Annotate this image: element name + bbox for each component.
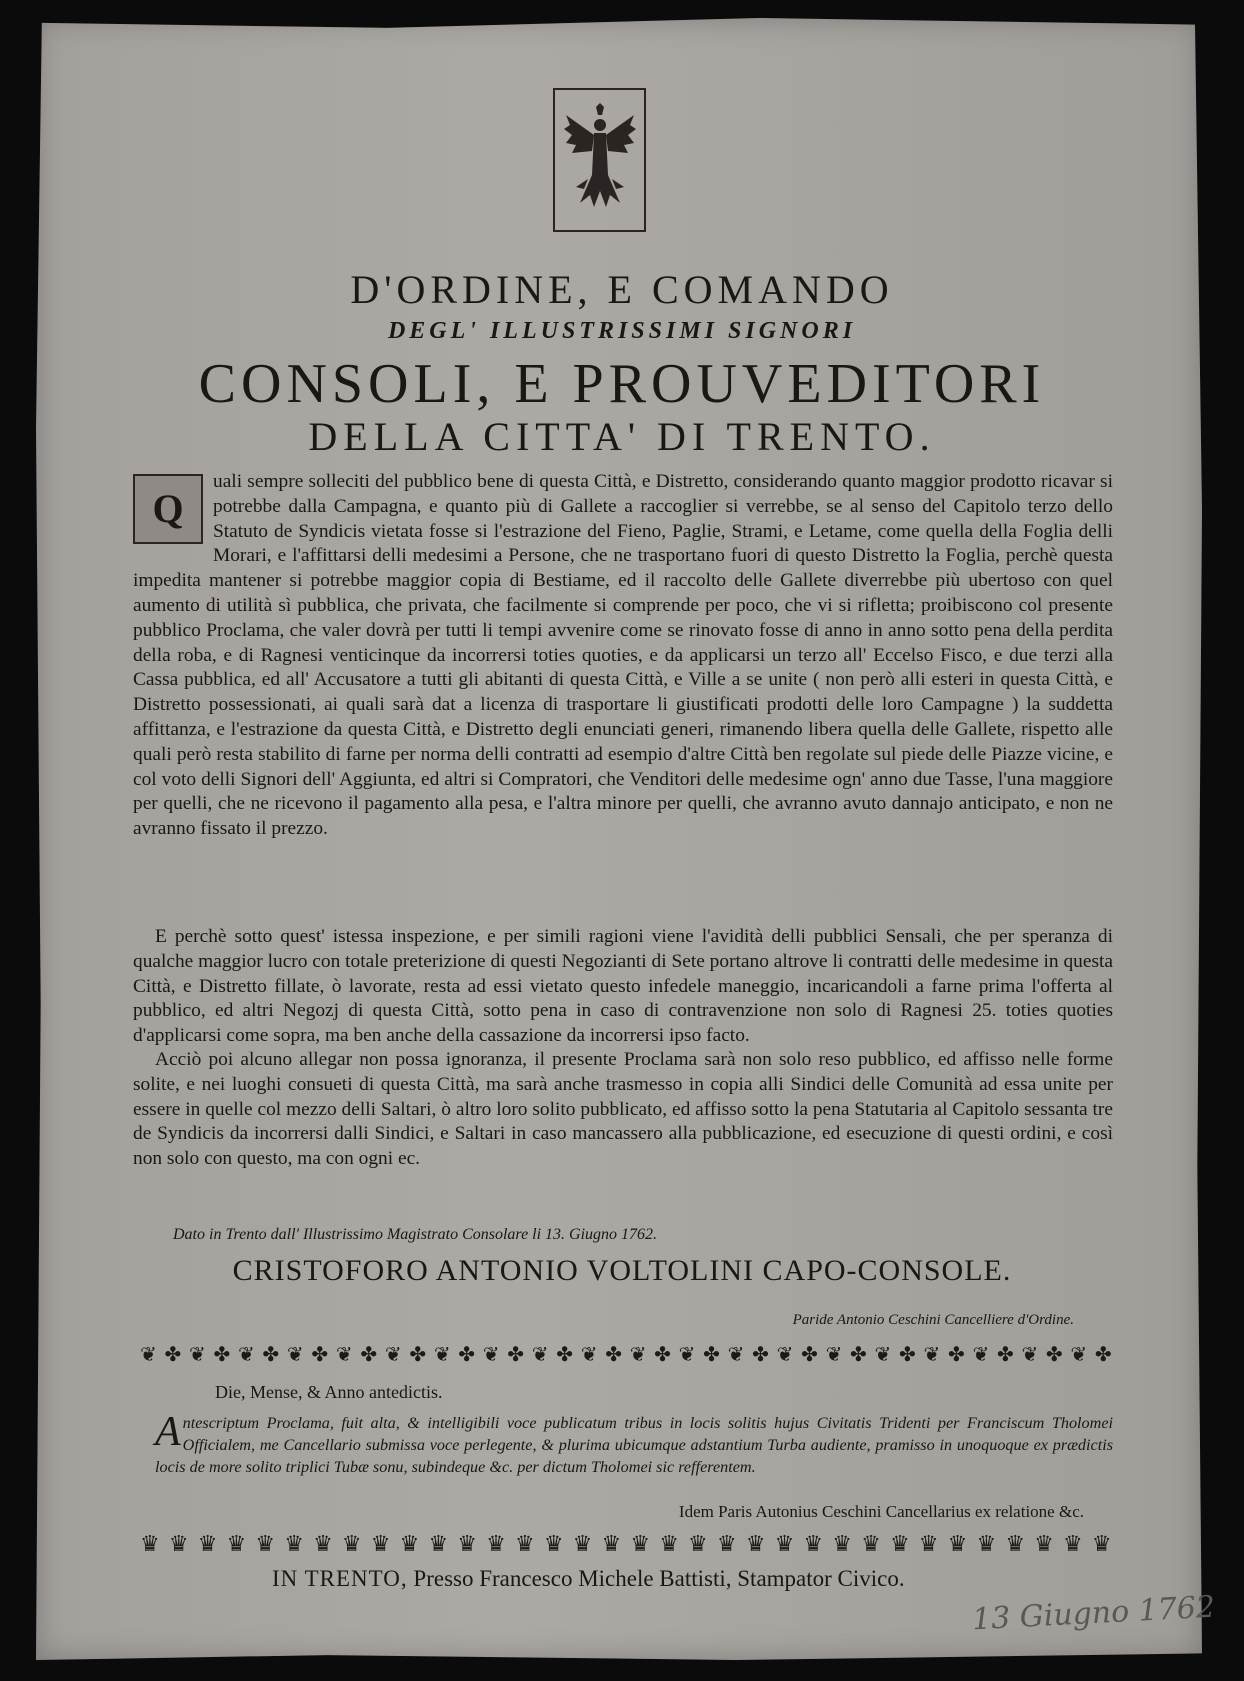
relatio-dropcap: A <box>155 1409 181 1455</box>
ornament-border-top: ❦ ✤ ❦ ✤ ❦ ✤ ❦ ✤ ❦ ✤ ❦ ✤ ❦ ✤ ❦ ✤ ❦ ✤ ❦ ✤ ❦ ✤ ❦ ✤ ❦ ✤ ❦ ✤ ❦ ✤ ❦ ✤ ❦ ✤ ❦ ✤ ❦ ✤ ❦ ✤ <box>140 1342 1112 1366</box>
header-line-ordine: D'ORDINE, E COMANDO <box>350 267 894 312</box>
printer-place: IN TRENTO, <box>272 1566 408 1591</box>
idem-chancellor-line: Idem Paris Autonius Ceschini Cancellarius ex relatione &c. <box>678 1502 1084 1521</box>
proclamation-paragraph-3: Acciò poi alcuno allegar non possa ignoranza, il presente Proclama sarà non solo reso pubblico, ed affisso nelle forme solite, e nei luoghi consueti di questa Città, ma sarà anche trasmesso in copia alli Sindici delle Comunità ad essa unite per essere in quelle col mezzo delli Saltari, ò altro loro solito pubblicato, ed affisso sotto la pena Statutaria al Capitolo sessanta tre de Syndicis da incorrersi dalli Sindici, e Saltari in caso mancassero alla pubblicazione, ed esecuzione di questi ordini, e così non solo con questo, ma con ogni ec. <box>133 1049 1113 1170</box>
chancellor-signature: Paride Antonio Ceschini Cancelliere d'Ordine. <box>792 1312 1074 1328</box>
ornament-crowns-row: ♛ ♛ ♛ ♛ ♛ ♛ ♛ ♛ ♛ ♛ ♛ ♛ ♛ ♛ ♛ ♛ ♛ ♛ ♛ ♛ ♛ ♛ ♛ ♛ ♛ ♛ ♛ ♛ ♛ ♛ ♛ ♛ ♛ ♛ <box>140 1531 1112 1557</box>
signature-capo-console: CRISTOFORO ANTONIO VOLTOLINI CAPO-CONSOLE. <box>232 1254 1012 1287</box>
printer-imprint <box>272 1566 905 1592</box>
handwritten-date-note: 13 Giugno 1762 <box>971 1589 1216 1638</box>
header-line-signori: DEGL' ILLUSTRISSIMI SIGNORI <box>387 318 857 344</box>
dropcap-q: Q <box>133 474 203 544</box>
proclamation-paragraph-2: E perchè sotto quest' istessa inspezione, e per simili ragioni viene l'avidità delli pubblici Sensali, che per speranza di qualche maggior lucro con totale preterizione di questi Negozianti di Sete portano altrove li contratti delle medesime in questa Città, e Distretto fillate, ò lavorate, resta ad essi vietato questo infedele maneggio, incaricandoli a farne prima l'offerta al pubblico, ed altri Negozj di questa Città, sotto pena in caso di contravenzione non solo di Ragnesi 25. toties quoties d'applicarsi come sopra, ma ben anche della cassazione da incorrersi ipso facto. <box>133 926 1113 1047</box>
proclamation-paragraph-1 <box>133 470 1113 842</box>
header-line-consoli: CONSOLI, E PROUVEDITORI <box>198 353 1046 415</box>
eagle-crest-icon <box>553 88 646 232</box>
paragraph-1-text: uali sempre solleciti del pubblico bene di questa Città, e Distretto, considerando quanto maggior prodotto ricavar si potrebbe dalla Campagna, e quanto più di Gallete a raccoglier si verrebbe, se al senso del Capitolo terzo dello Statuto de Syndicis vietata fosse si l'estrazione del Fieno, Paglie, Strami, e Letame, come quella della Foglia delli Morari, e l'affittarsi delli medesimi a Persone, che ne trasportano fuori di questo Distretto la Foglia, perchè questa impedita mantener si potrebbe maggior copia di Bestiame, ed il raccolto delle Gallete diverrebbe più ubertoso con quel aumento di utilità sì pubblica, che privata, che facilmente si comprende per poco, che vi si rifletta; proibiscono col presente pubblico Proclama, che valer dovrà per tutti li tempi avvenire come se rinovato fosse di anno in anno sotto pena della perdita della roba, e di Ragnesi venticinque da incorrersi toties quoties, e da applicarsi un terzo all' Eccelso Fisco, e due terzi alla Cassa pubblica, ed all' Accusatore a tutti gli abitanti di questa Città, e Ville a se unite ( non però alli esteri in questa Città, e Distretto possessionati, ai quali sarà dat a licenza di trasportare li giustificati prodotti delle loro Campagne ) la suddetta affittanza, e l'estrazione da questa Città, e Distretto degli enunciati generi, rimanendo libera quella delle Gallete, rispetto alle quali però resta stabilito di farne per norma delli contratti ad esempio d'altre Città ben regolate sul piede delle Piazze vicine, e col voto delli Signori dell' Aggiunta, ed altri si Compratori, che Venditori delle medesime ogn' anno due Tasse, l'una maggiore per quelli, che ne ricevono il pagamento alla pesa, e l'altra minore per quelli, che avranno avuto dannajo anticipato, e non ne avranno fissato il prezzo. <box>133 471 1113 840</box>
printer-name: Presso Francesco Michele Battisti, Stampator Civico. <box>413 1566 905 1591</box>
die-mense-line: Die, Mense, & Anno antedictis. <box>215 1382 443 1402</box>
dated-line: Dato in Trento dall' Illustrissimo Magistrato Consolare li 13. Giugno 1762. <box>173 1226 658 1243</box>
header-line-trento: DELLA CITTA' DI TRENTO. <box>308 414 936 459</box>
relatio-text: ntescriptum Proclama, fuit alta, & intelligibili voce publicatum tribus in locis solitis hujus Civitatis Tridenti per Franciscum Tholomei Officialem, me Cancellario submissa voce perlegente, & plurima ubicumque adstantium Turba audiente, pramisso in unoquoque ex prædictis locis de more solito triplici Tubæ sonu, subindeque &c. per dictum Tholomei sic refferentem. <box>155 1414 1113 1476</box>
relatio-paragraph <box>155 1409 1113 1478</box>
